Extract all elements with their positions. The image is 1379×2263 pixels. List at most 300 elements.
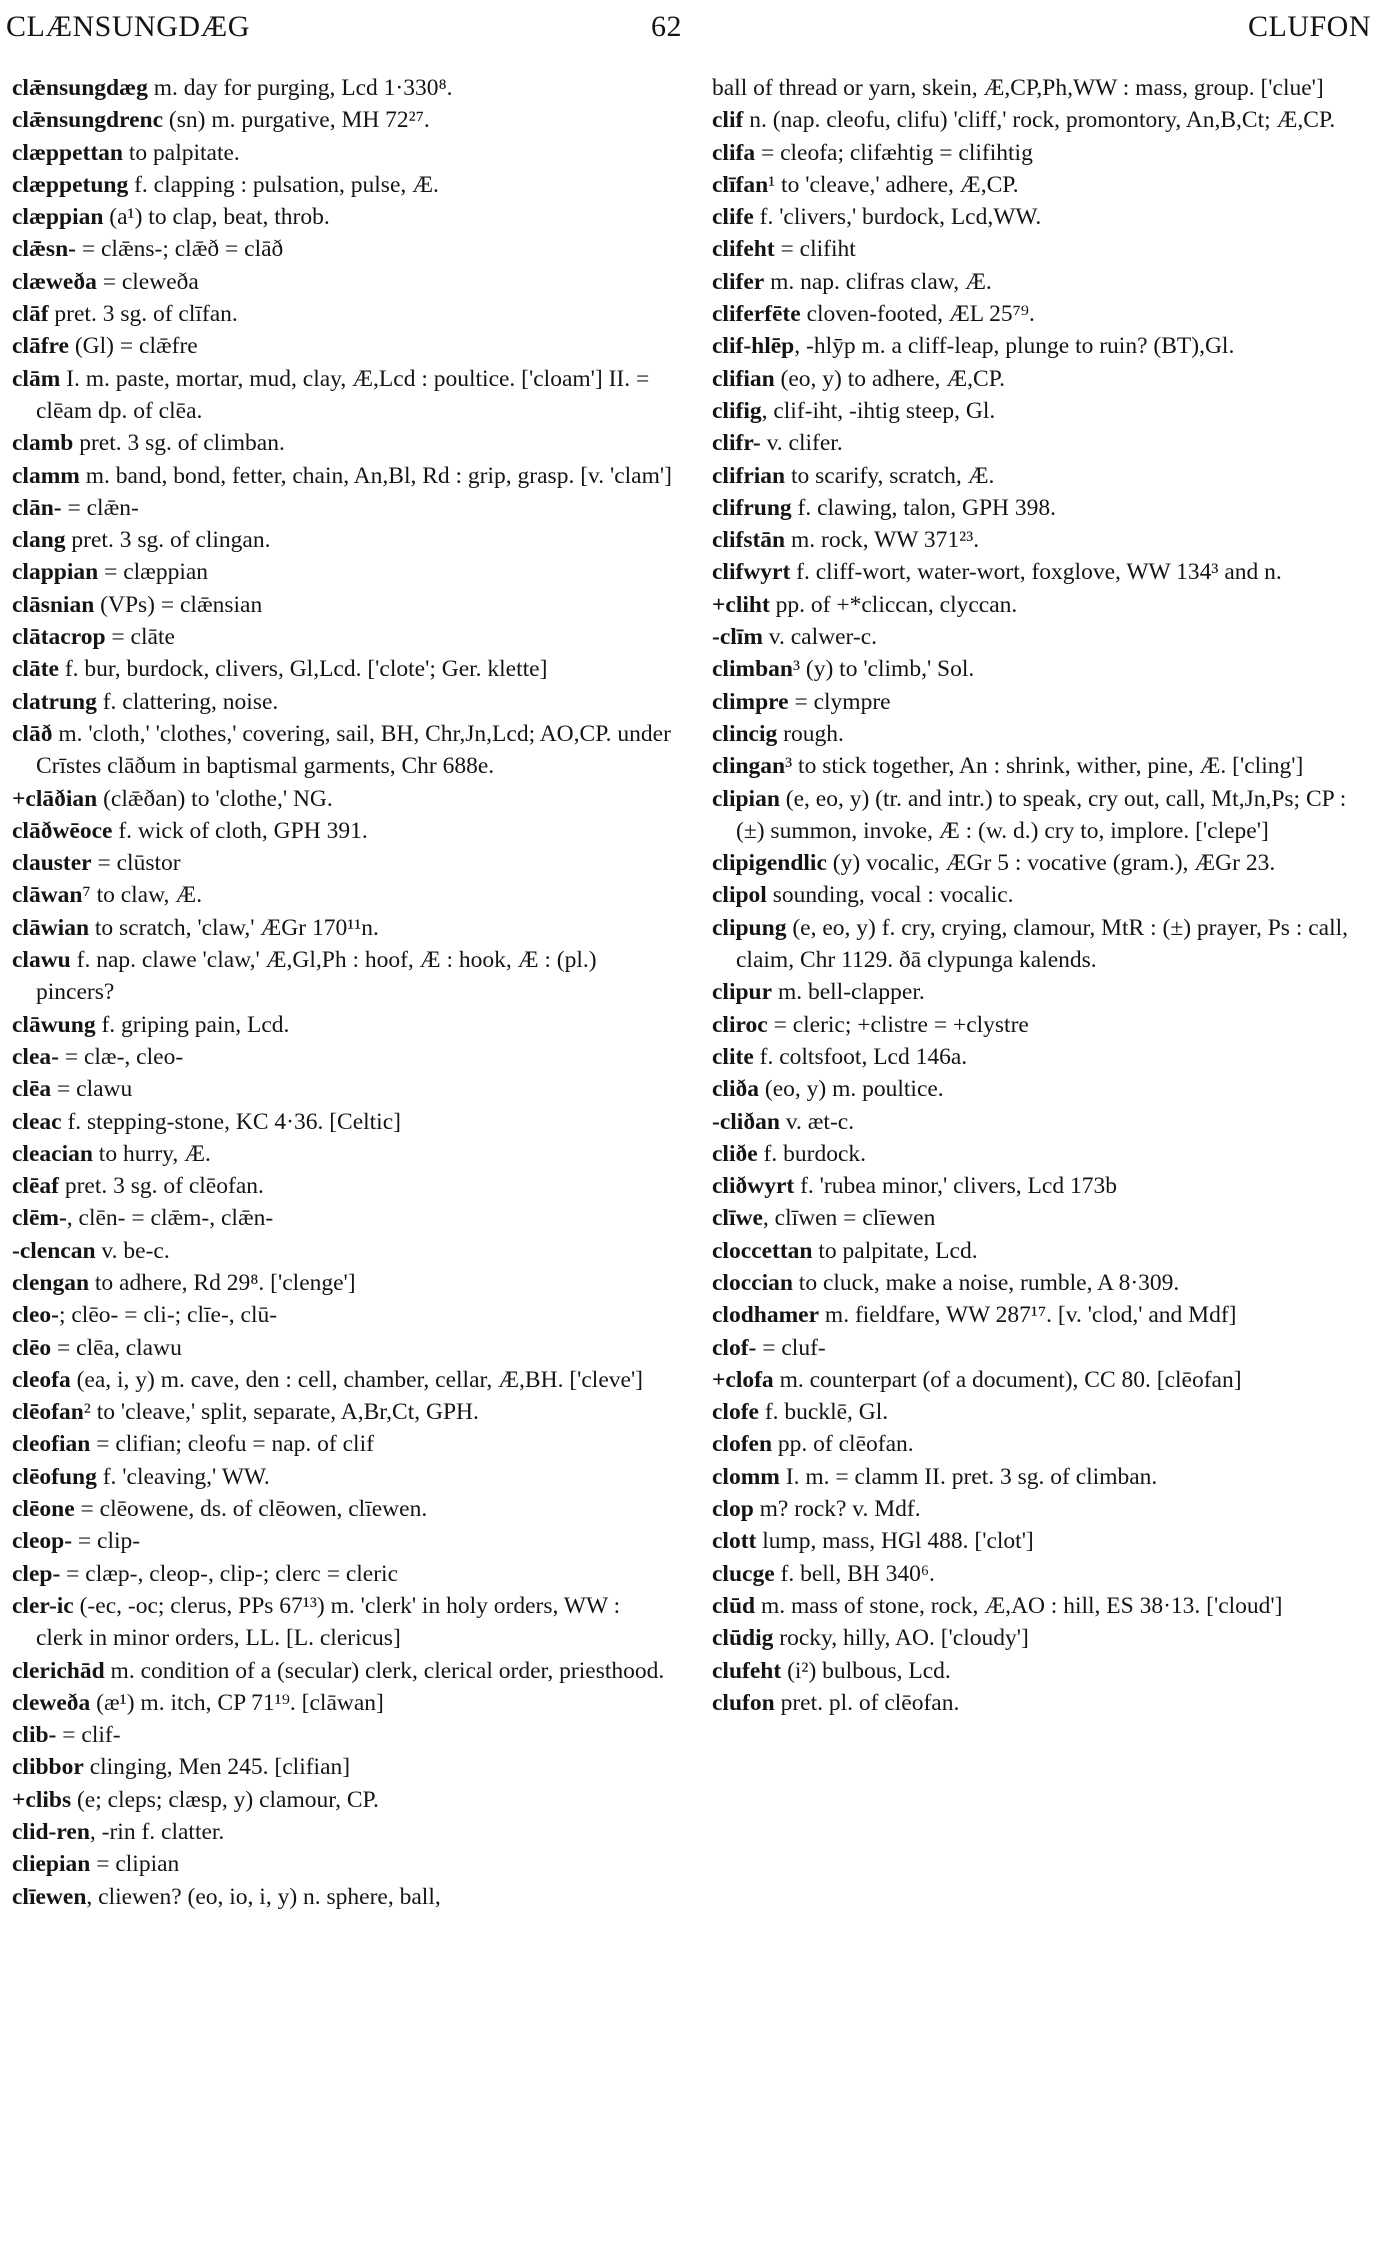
entry-headword: clūdig [712,1625,774,1652]
dictionary-entry [712,395,1372,427]
dictionary-entry [12,1590,672,1655]
dictionary-entry [12,1428,672,1460]
dictionary-entry [12,266,672,298]
entry-definition: f. bell, BH 340⁶. [774,1560,935,1587]
entry-headword: clāfre [12,333,69,360]
dictionary-entry [712,589,1372,621]
entry-headword: clif [712,107,744,134]
entry-definition: (e, eo, y) f. cry, crying, clamour, MtR : (±) prayer, Ps : call, claim, Chr 1129. ðā clypunga kalends. [736,914,1349,974]
dictionary-entry [712,1267,1372,1299]
entry-definition: = cluf- [756,1334,826,1361]
entry-definition: f. bur, burdock, clivers, Gl,Lcd. ['clote'; Ger. klette] [58,656,548,683]
entry-definition: pp. of +*cliccan, clyccan. [769,591,1018,618]
dictionary-entry [712,104,1372,136]
entry-headword: clēofung [12,1463,97,1490]
entry-definition: (a¹) to clap, beat, throb. [103,204,330,231]
dictionary-entry [712,653,1372,685]
entry-headword: clodhamer [712,1302,820,1329]
entry-definition: f. cliff-wort, water-wort, foxglove, WW 134³ and n. [790,559,1282,586]
dictionary-entry [712,1235,1372,1267]
dictionary-entry [712,1558,1372,1590]
entry-definition: , cliewen? (eo, io, i, y) n. sphere, ball, [86,1883,441,1910]
entry-definition: f. bucklē, Gl. [758,1399,889,1426]
entry-headword: cleac [12,1108,62,1135]
entry-headword: +clāðian [12,785,98,812]
dictionary-entry [712,1461,1372,1493]
entry-headword: clēaf [12,1173,59,1200]
dictionary-entry [712,783,1372,848]
entry-definition: f. clattering, noise. [96,688,279,715]
entry-definition: rough. [777,720,844,747]
entry-headword: clerichād [12,1657,105,1684]
dictionary-entry [12,1655,672,1687]
dictionary-entry [712,1525,1372,1557]
entry-headword: clea- [12,1043,59,1070]
entry-headword: clamb [12,430,74,457]
dictionary-entry [12,1009,672,1041]
entry-headword: clæppettan [12,139,123,166]
entry-definition: clinging, Men 245. [clifian] [83,1754,351,1781]
entry-headword: clāf [12,301,49,328]
entry-headword: clif-hlēp [712,333,795,360]
dictionary-entry [12,330,672,362]
entry-definition: (æ¹) m. itch, CP 71¹⁹. [clāwan] [90,1689,384,1716]
dictionary-entry [712,1041,1372,1073]
entry-headword: clatrung [12,688,97,715]
entry-definition: m. bell-clapper. [772,979,925,1006]
entry-definition: = clip- [72,1528,141,1555]
dictionary-entry [12,1170,672,1202]
entry-headword: clipol [712,882,767,909]
dictionary-entry [712,1590,1372,1622]
entry-headword: clucge [712,1560,775,1587]
entry-headword: clufeht [712,1657,782,1684]
entry-headword: cliepian [12,1851,91,1878]
dictionary-entry [12,169,672,201]
entry-headword: clawu [12,947,71,974]
entry-headword: clēone [12,1496,75,1523]
entry-definition: = clǣns-; clǣð = clāð [75,236,284,263]
dictionary-entry [712,1655,1372,1687]
dictionary-entry [12,1461,672,1493]
dictionary-entry [12,1299,672,1331]
dictionary-entry [712,718,1372,750]
entry-headword: clufon [712,1689,775,1716]
dictionary-entry [712,427,1372,459]
entry-definition: rocky, hilly, AO. ['cloudy'] [773,1625,1029,1652]
dictionary-entry [12,1784,672,1816]
dictionary-entry [12,718,672,783]
entry-definition: I. m. paste, mortar, mud, clay, Æ,Lcd : poultice. ['cloam'] II. = clēam dp. of clēa. [36,365,650,424]
entry-headword: clāwian [12,914,90,941]
running-head-first-word: CLÆNSUNGDÆG [6,10,250,43]
entry-definition: f. nap. clawe 'claw,' Æ,Gl,Ph : hoof, Æ : hook, Æ : (pl.) pincers? [36,947,597,1006]
entry-headword: clappian [12,559,99,586]
entry-definition: pret. 3 sg. of clingan. [65,527,271,554]
entry-headword: clott [712,1528,757,1555]
dictionary-entry [12,653,672,685]
entry-definition: ball of thread or yarn, skein, Æ,CP,Ph,WW : mass, group. ['clue'] [712,75,1324,101]
dictionary-entry [12,1719,672,1751]
page-number: 62 [651,10,682,43]
dictionary-entry [12,783,672,815]
dictionary-entry [712,912,1372,977]
entry-headword: clid-ren [12,1819,90,1846]
entry-definition: cloven-footed, ÆL 25⁷⁹. [800,301,1035,328]
dictionary-entry [12,1073,672,1105]
entry-definition: = clæ-, cleo- [58,1043,184,1070]
dictionary-entry [712,330,1372,362]
entry-definition: pret. 3 sg. of clēofan. [58,1173,264,1200]
entry-definition: = cleric; +clistre = +clystre [767,1011,1029,1038]
entry-headword: clipian [712,785,780,812]
entry-headword: clofe [712,1399,759,1426]
entry-headword: clof- [712,1334,757,1361]
dictionary-entry [12,1138,672,1170]
entry-definition: ³ (y) to 'climb,' Sol. [792,656,975,683]
entry-headword: cliðe [712,1140,758,1167]
entry-headword: cleofian [12,1431,91,1458]
entry-headword: clifr- [712,430,761,457]
entry-headword: clūd [712,1592,756,1619]
entry-headword: clæweða [12,268,97,295]
entry-definition: = clæp-, cleop-, clip-; clerc = cleric [60,1560,399,1587]
entry-definition: (clǣðan) to 'clothe,' NG. [97,785,333,812]
dictionary-entry [12,1364,672,1396]
dictionary-entry [712,363,1372,395]
entry-definition: = clēa, clawu [51,1334,182,1361]
entry-definition: (e, eo, y) (tr. and intr.) to speak, cry out, call, Mt,Jn,Ps; CP : (±) summon, invoke, Æ : (w. d.) cry to, implore. ['clepe'] [736,785,1347,844]
entry-definition: = clǣn- [61,494,139,521]
entry-headword: clofen [712,1431,773,1458]
entry-headword: clām [12,365,61,392]
entry-headword: clifwyrt [712,559,791,586]
dictionary-entry [712,1106,1372,1138]
entry-definition: = clympre [788,688,891,715]
entry-definition: , clēn- = clǣm-, clǣn- [66,1205,274,1232]
entry-definition: f. coltsfoot, Lcd 146a. [753,1043,968,1070]
entry-definition: f. 'rubea minor,' clivers, Lcd 173b [794,1173,1117,1200]
entry-definition: m? rock? v. Mdf. [753,1496,921,1523]
entry-definition: to hurry, Æ. [92,1140,211,1167]
entry-headword: cleo- [12,1302,59,1329]
entry-headword: clǣnsungdæg [12,75,148,101]
entry-definition: m. 'cloth,' 'clothes,' covering, sail, BH, Chr,Jn,Lcd; AO,CP. under Crīstes clāðum in baptismal garments, Chr 688e. [36,720,671,780]
dictionary-entry [12,298,672,330]
entry-definition: m. condition of a (secular) clerk, clerical order, priesthood. [104,1657,665,1684]
entry-headword: clang [12,527,66,554]
entry-definition: to adhere, Rd 29⁸. ['clenge'] [89,1269,356,1296]
right-column [712,72,1372,1913]
dictionary-entry [12,1881,672,1913]
entry-definition: (y) vocalic, ÆGr 5 : vocative (gram.), ÆGr 23. [826,850,1276,877]
entry-headword: clifian [712,365,775,392]
entry-definition: , clif-iht, -ihtig steep, Gl. [761,397,996,424]
entry-headword: cleweða [12,1689,91,1716]
dictionary-entry [12,1687,672,1719]
entry-definition: = cleofa; clifæhtig = clifihtig [755,139,1033,166]
entry-definition: I. m. = clamm II. pret. 3 sg. of climban. [779,1463,1158,1490]
dictionary-entry [712,1687,1372,1719]
dictionary-entry [12,944,672,1009]
dictionary-entry [12,233,672,265]
entry-headword: clātacrop [12,624,106,651]
dictionary-entry [12,1525,672,1557]
entry-definition: (-ec, -oc; clerus, PPs 67¹³) m. 'clerk' in holy orders, WW : clerk in minor orders, LL. [L. clericus] [36,1592,621,1652]
dictionary-entry [12,1396,672,1428]
entry-headword: clingan [712,753,786,780]
dictionary-entry [12,1041,672,1073]
entry-headword: -cliðan [712,1108,780,1135]
entry-headword: clifstān [712,527,786,554]
dictionary-entry [712,1364,1372,1396]
entry-definition: pret. 3 sg. of clīfan. [48,301,238,328]
running-head [6,10,1371,50]
text-columns [0,72,1379,1913]
entry-definition: m. fieldfare, WW 287¹⁷. [v. 'clod,' and Mdf] [819,1302,1237,1329]
entry-headword: clāte [12,656,59,683]
entry-definition: m. counterpart (of a document), CC 80. [clēofan] [773,1366,1242,1393]
dictionary-entry [12,72,672,104]
entry-definition: (sn) m. purgative, MH 72²⁷. [163,107,430,134]
entry-definition: v. clifer. [760,430,843,457]
dictionary-entry [12,1816,672,1848]
entry-headword: clop [712,1496,754,1523]
entry-definition: m. nap. clifras claw, Æ. [764,268,992,295]
entry-headword: clīwe [712,1205,763,1232]
entry-headword: clauster [12,850,92,877]
entry-definition: , clīwen = clīewen [762,1205,936,1232]
entry-definition: m. day for purging, Lcd 1·330⁸. [147,75,453,101]
entry-headword: clēo [12,1334,52,1361]
dictionary-entry [12,1558,672,1590]
dictionary-entry [712,1428,1372,1460]
dictionary-entry [712,847,1372,879]
entry-definition: f. wick of cloth, GPH 391. [112,817,368,844]
entry-definition: sounding, vocal : vocalic. [766,882,1014,909]
entry-headword: clifa [712,139,756,166]
dictionary-entry [712,201,1372,233]
entry-definition: f. clapping : pulsation, pulse, Æ. [128,171,439,198]
dictionary-entry [712,266,1372,298]
entry-headword: clīewen [12,1883,87,1910]
dictionary-entry [712,750,1372,782]
entry-headword: cleop- [12,1528,73,1555]
entry-headword: clæppetung [12,171,129,198]
dictionary-entry [12,363,672,428]
dictionary-entry [12,815,672,847]
entry-headword: cleacian [12,1140,93,1167]
dictionary-entry [12,427,672,459]
entry-headword: clǣsn- [12,236,76,263]
dictionary-entry [712,72,1372,104]
entry-headword: clite [712,1043,754,1070]
entry-headword: clibbor [12,1754,84,1781]
entry-definition: = clifian; cleofu = nap. of clif [90,1431,374,1458]
dictionary-entry [12,1267,672,1299]
dictionary-entry [12,1235,672,1267]
entry-definition: v. æt-c. [779,1108,855,1135]
dictionary-entry [712,976,1372,1008]
entry-definition: (e; cleps; clæsp, y) clamour, CP. [71,1786,379,1813]
dictionary-entry [12,201,672,233]
dictionary-entry [712,233,1372,265]
entry-headword: clipur [712,979,773,1006]
entry-definition: = clipian [90,1851,180,1878]
entry-definition: ² to 'cleave,' split, separate, A,Br,Ct, GPH. [83,1399,479,1426]
entry-headword: clamm [12,462,80,489]
entry-definition: (eo, y) m. poultice. [759,1076,944,1103]
dictionary-entry [712,1299,1372,1331]
entry-definition: lump, mass, HGl 488. ['clot'] [756,1528,1034,1555]
entry-headword: cloccian [712,1269,793,1296]
entry-definition: f. 'clivers,' burdock, Lcd,WW. [753,204,1042,231]
entry-headword: clān- [12,494,62,521]
entry-headword: climban [712,656,793,683]
entry-definition: f. stepping-stone, KC 4·36. [Celtic] [61,1108,401,1135]
entry-definition: , -hlȳp m. a cliff-leap, plunge to ruin? (BT),Gl. [794,333,1235,360]
entry-headword: clife [712,204,754,231]
entry-definition: m. rock, WW 371²³. [785,527,980,554]
entry-headword: clāsnian [12,591,95,618]
entry-headword: clǣnsungdrenc [12,107,164,134]
entry-headword: cliðwyrt [712,1173,795,1200]
entry-headword: clēofan [12,1399,84,1426]
dictionary-entry [12,137,672,169]
entry-headword: clep- [12,1560,61,1587]
entry-headword: clib- [12,1722,57,1749]
entry-headword: +cliht [712,591,770,618]
dictionary-entry [12,1332,672,1364]
dictionary-entry [712,1073,1372,1105]
entry-definition: pp. of clēofan. [772,1431,914,1458]
entry-definition: f. clawing, talon, GPH 398. [791,494,1056,521]
dictionary-entry [712,1009,1372,1041]
entry-definition: to scratch, 'claw,' ÆGr 170¹¹n. [89,914,379,941]
dictionary-entry [712,1170,1372,1202]
entry-definition: pret. pl. of clēofan. [774,1689,960,1716]
dictionary-entry [12,621,672,653]
dictionary-entry [712,524,1372,556]
dictionary-entry [12,1106,672,1138]
entry-definition: (ea, i, y) m. cave, den : cell, chamber, cellar, Æ,BH. ['cleve'] [70,1366,644,1393]
dictionary-entry [12,1751,672,1783]
entry-definition: = clūstor [91,850,181,877]
entry-definition: to scarify, scratch, Æ. [785,462,995,489]
dictionary-entry [12,556,672,588]
dictionary-entry [712,686,1372,718]
entry-headword: clīfan [712,171,769,198]
dictionary-entry [12,879,672,911]
entry-headword: clincig [712,720,778,747]
dictionary-entry [712,621,1372,653]
entry-headword: clipigendlic [712,850,827,877]
dictionary-entry [712,1138,1372,1170]
dictionary-entry [712,1332,1372,1364]
dictionary-entry [712,492,1372,524]
entry-headword: clēa [12,1076,52,1103]
dictionary-entry [712,169,1372,201]
entry-headword: clifrian [712,462,786,489]
dictionary-entry [712,1493,1372,1525]
entry-headword: clengan [12,1269,90,1296]
entry-definition: = cleweða [96,268,199,295]
dictionary-entry [712,298,1372,330]
dictionary-entry [12,1493,672,1525]
entry-headword: clifig [712,397,762,424]
entry-headword: clāwung [12,1011,96,1038]
entry-definition: = clāte [105,624,175,651]
entry-definition: n. (nap. cleofu, clifu) 'cliff,' rock, promontory, An,B,Ct; Æ,CP. [743,107,1336,134]
entry-headword: climpre [712,688,789,715]
entry-definition: f. burdock. [757,1140,867,1167]
entry-definition: pret. 3 sg. of climban. [73,430,285,457]
dictionary-entry [712,556,1372,588]
entry-definition: ¹ to 'cleave,' adhere, Æ,CP. [768,171,1019,198]
entry-headword: cliroc [712,1011,768,1038]
dictionary-entry [12,524,672,556]
entry-headword: clāðwēoce [12,817,113,844]
entry-headword: cloccettan [712,1237,813,1264]
entry-definition: = clēowene, ds. of clēowen, clīewen. [74,1496,428,1523]
entry-headword: clomm [712,1463,780,1490]
dictionary-entry [12,847,672,879]
dictionary-entry [712,879,1372,911]
entry-headword: clēm- [12,1205,67,1232]
entry-definition: to palpitate. [122,139,240,166]
entry-definition: = clawu [51,1076,133,1103]
running-head-last-word: CLUFON [1247,10,1371,43]
entry-definition: to palpitate, Lcd. [812,1237,978,1264]
dictionary-entry [12,686,672,718]
entry-headword: -clencan [12,1237,96,1264]
dictionary-entry [12,460,672,492]
entry-definition: (i²) bulbous, Lcd. [781,1657,951,1684]
entry-definition: (VPs) = clǣnsian [94,591,263,618]
entry-definition: , -rin f. clatter. [89,1819,225,1846]
dictionary-entry [712,1202,1372,1234]
entry-headword: clipung [712,914,787,941]
entry-definition: = clifiht [774,236,856,263]
entry-definition: f. griping pain, Lcd. [95,1011,290,1038]
entry-headword: clifeht [712,236,775,263]
dictionary-entry [12,1848,672,1880]
entry-headword: clifrung [712,494,792,521]
dictionary-entry [712,460,1372,492]
entry-headword: clāð [12,720,53,747]
entry-headword: cliferfēte [712,301,801,328]
entry-headword: clāwan [12,882,83,909]
entry-headword: +clofa [712,1366,774,1393]
entry-definition: (eo, y) to adhere, Æ,CP. [774,365,1006,392]
entry-headword: clæppian [12,204,104,231]
dictionary-entry [12,1202,672,1234]
entry-headword: cleofa [12,1366,71,1393]
entry-headword: cler-ic [12,1592,74,1619]
entry-definition: (Gl) = clǣfre [68,333,198,360]
entry-definition: f. 'cleaving,' WW. [96,1463,270,1490]
dictionary-entry [12,492,672,524]
dictionary-entry [712,137,1372,169]
dictionary-entry [12,589,672,621]
entry-headword: clifer [712,268,765,295]
entry-headword: +clibs [12,1786,72,1813]
entry-headword: -clīm [712,624,763,651]
entry-definition: m. band, bond, fetter, chain, An,Bl, Rd : grip, grasp. [v. 'clam'] [79,462,672,489]
entry-definition: ³ to stick together, An : shrink, wither, pine, Æ. ['cling'] [785,753,1304,780]
entry-definition: ; clēo- = cli-; clīe-, clū- [58,1302,278,1329]
entry-definition: = clif- [56,1722,121,1749]
